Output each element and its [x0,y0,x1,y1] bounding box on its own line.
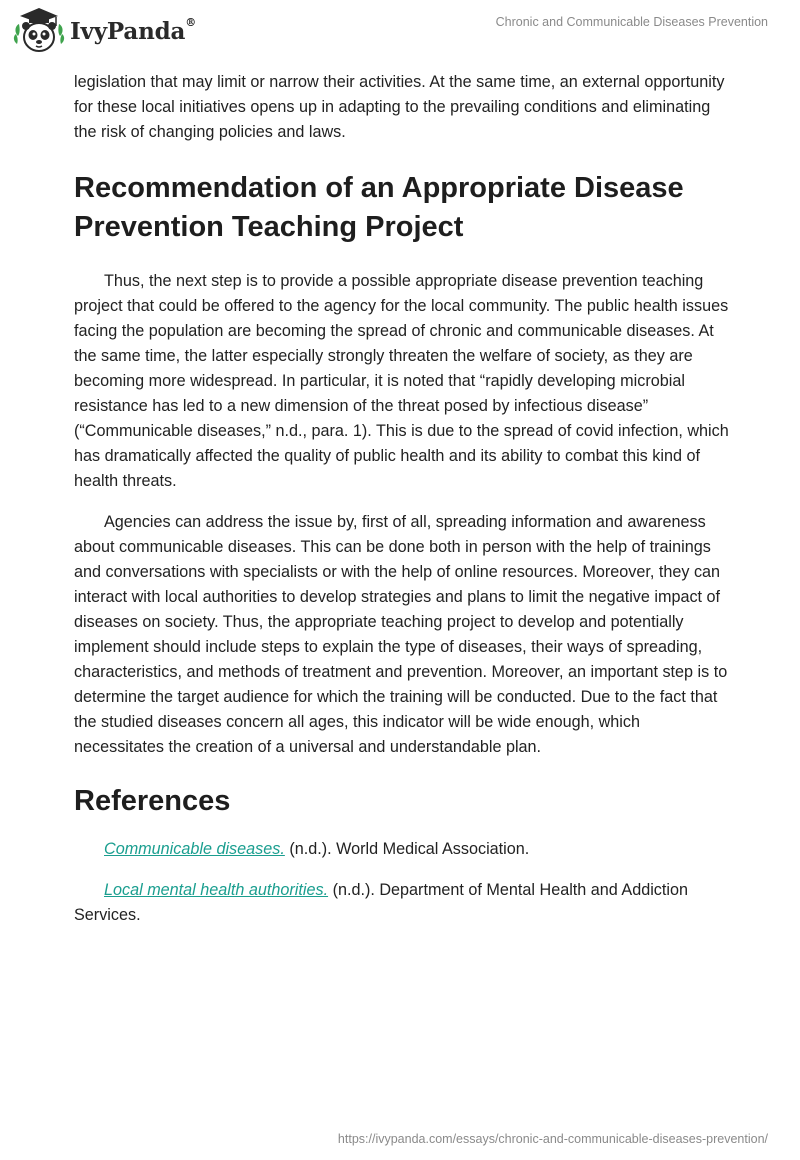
essay-content [74,70,730,944]
references-heading: References [74,785,231,817]
reference-item [74,837,730,862]
registered-mark: ® [185,15,196,29]
document-title: Chronic and Communicable Diseases Prevention [495,15,768,29]
section-heading: Recommendation of an Appropriate Disease Prevention Teaching Project [74,172,684,243]
reference-item [74,878,730,928]
ivypanda-logo[interactable] [12,6,196,56]
body-paragraph: Agencies can address the issue by, first of all, spreading information and awareness about communicable diseases. This can be done both in person with the help of trainings and conversations with specialists or with the help of online resources. Moreover, they can interact with local authorities to develop strategies and plans to limit the negative impact of diseases on society. Thus, the appropriate teaching project to develop and potentially implement should include steps to explain the type of diseases, their ways of spreading, characteristics, and methods of treatment and prevention. Moreover, an important step is to determine the target audience for which the training will be conducted. Due to the fact that the studied diseases concern all ages, this indicator will be wide enough, which necessitates the creation of a universal and understandable plan. [74,513,728,756]
reference-text: (n.d.). World Medical Association. [284,840,530,858]
intro-paragraph: legislation that may limit or narrow their activities. At the same time, an external opportunity for these local initiatives opens up in adapting to the prevailing conditions and eliminating the risk of changing policies and laws. [74,73,725,141]
reference-link[interactable]: Communicable diseases. [104,840,285,858]
reference-link[interactable]: Local mental health authorities. [104,881,329,899]
logo-wordmark: IvyPanda® [70,15,196,45]
reference-text: (n.d.). Department of Mental Health and Addiction Services. [74,881,688,924]
panda-graduate-icon [12,6,66,56]
source-url[interactable]: https://ivypanda.com/essays/chronic-and-communicable-diseases-prevention/ [337,1132,768,1146]
page-header [0,0,800,60]
body-paragraph: Thus, the next step is to provide a possible appropriate disease prevention teaching project that could be offered to the agency for the local community. The public health issues facing the population are becoming the spread of chronic and communicable diseases. At the same time, the latter especially strongly threaten the welfare of society, as they are becoming more widespread. In particular, it is noted that “rapidly developing microbial resistance has led to a new dimension of the threat posed by infectious disease” (“Communicable diseases,” n.d., para. 1). This is due to the spread of covid infection, which has dramatically affected the quality of public health and its ability to combat this kind of health threats. [74,272,729,490]
